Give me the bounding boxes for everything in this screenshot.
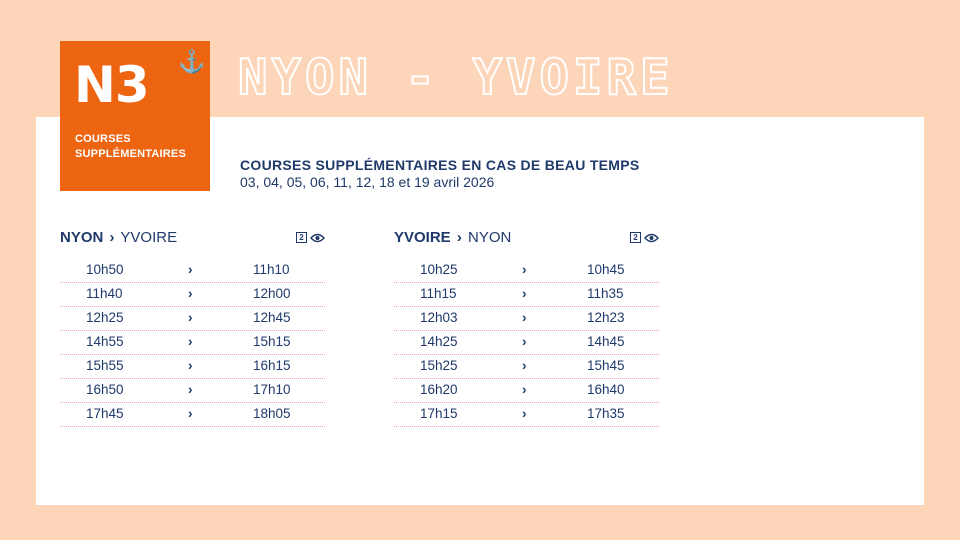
arrival-time: 15h45: [587, 358, 625, 373]
route-title: NYON - YVOIRE: [238, 49, 674, 106]
table-row: [60, 355, 325, 379]
departure-port: YVOIRE: [394, 229, 451, 246]
table-row: [394, 307, 659, 331]
arrival-time: 16h40: [587, 382, 625, 397]
arrival-time: 16h15: [253, 358, 291, 373]
table-row: [394, 331, 659, 355]
class-2-icon: 2: [296, 232, 307, 243]
arrow-icon: ›: [188, 310, 193, 325]
route-badge: [60, 41, 210, 191]
anchor-icon: ⚓: [178, 49, 206, 74]
direction-arrow-icon: ›: [456, 229, 462, 246]
service-icons: [296, 232, 325, 243]
departure-port: NYON: [60, 229, 104, 246]
arrival-time: 11h35: [587, 286, 624, 301]
table-row: [60, 259, 325, 283]
arrow-icon: ›: [522, 406, 527, 421]
timetable-rows: [394, 259, 659, 427]
departure-time: 15h55: [86, 358, 124, 373]
departure-time: 10h25: [420, 262, 458, 277]
arrival-time: 17h10: [253, 382, 291, 397]
arrival-time: 11h10: [253, 262, 290, 277]
arrow-icon: ›: [188, 286, 193, 301]
arrow-icon: ›: [522, 310, 527, 325]
timetable-header: [60, 228, 325, 250]
arrow-icon: ›: [188, 406, 193, 421]
table-row: [394, 379, 659, 403]
arrival-time: 10h45: [587, 262, 625, 277]
badge-caption-line1: COURSES: [75, 133, 131, 145]
arrival-time: 14h45: [587, 334, 625, 349]
eye-icon: [310, 233, 325, 243]
timetable-yvoire-nyon: [394, 228, 659, 427]
arrow-icon: ›: [522, 334, 527, 349]
route-code: N3: [74, 56, 149, 114]
departure-time: 11h15: [420, 286, 457, 301]
eye-icon: [644, 233, 659, 243]
table-row: [394, 283, 659, 307]
service-dates: 03, 04, 05, 06, 11, 12, 18 et 19 avril 2026: [240, 174, 495, 190]
departure-time: 17h15: [420, 406, 458, 421]
arrival-port: NYON: [468, 229, 512, 246]
departure-time: 12h03: [420, 310, 458, 325]
table-row: [394, 355, 659, 379]
arrival-time: 12h23: [587, 310, 625, 325]
departure-time: 16h50: [86, 382, 124, 397]
arrow-icon: ›: [188, 382, 193, 397]
arrow-icon: ›: [522, 358, 527, 373]
timetable-header: [394, 228, 659, 250]
table-row: [394, 259, 659, 283]
departure-time: 15h25: [420, 358, 458, 373]
arrow-icon: ›: [188, 358, 193, 373]
arrow-icon: ›: [188, 334, 193, 349]
arrow-icon: ›: [522, 286, 527, 301]
arrival-time: 17h35: [587, 406, 625, 421]
departure-time: 17h45: [86, 406, 124, 421]
departure-time: 16h20: [420, 382, 458, 397]
departure-time: 10h50: [86, 262, 124, 277]
timetable-nyon-yvoire: [60, 228, 325, 427]
arrow-icon: ›: [522, 382, 527, 397]
arrow-icon: ›: [188, 262, 193, 277]
departure-time: 12h25: [86, 310, 124, 325]
table-row: [60, 307, 325, 331]
arrival-time: 18h05: [253, 406, 291, 421]
badge-caption-line2: SUPPLÉMENTAIRES: [75, 148, 186, 160]
badge-caption: [75, 132, 205, 162]
table-row: [60, 403, 325, 427]
direction-arrow-icon: ›: [109, 229, 115, 246]
arrow-icon: ›: [522, 262, 527, 277]
class-2-icon: 2: [630, 232, 641, 243]
departure-time: 11h40: [86, 286, 123, 301]
arrival-port: YVOIRE: [120, 229, 178, 246]
subtitle: COURSES SUPPLÉMENTAIRES EN CAS DE BEAU TEMPS: [240, 157, 640, 173]
arrival-time: 12h00: [253, 286, 291, 301]
timetable-rows: [60, 259, 325, 427]
table-row: [60, 283, 325, 307]
arrival-time: 15h15: [253, 334, 291, 349]
table-row: [60, 331, 325, 355]
departure-time: 14h25: [420, 334, 458, 349]
table-row: [60, 379, 325, 403]
service-icons: [630, 232, 659, 243]
table-row: [394, 403, 659, 427]
arrival-time: 12h45: [253, 310, 291, 325]
departure-time: 14h55: [86, 334, 124, 349]
